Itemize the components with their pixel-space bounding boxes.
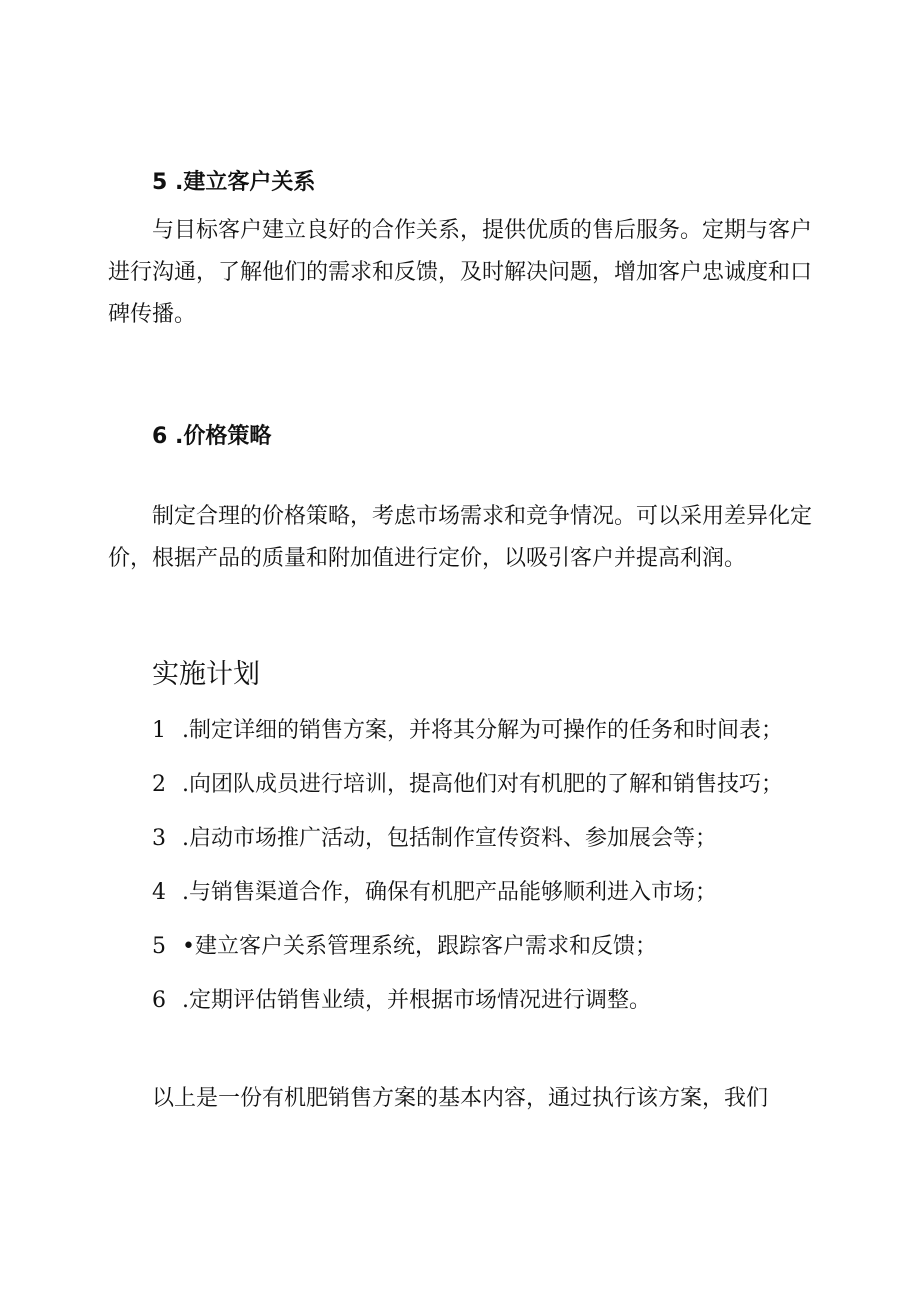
- plan-item: [152, 716, 783, 746]
- section-6-heading: 6 .价格策略: [152, 424, 272, 449]
- plan-item-text: .与销售渠道合作，确保有机肥产品能够顺利进入市场；: [182, 880, 717, 905]
- plan-title: 实施计划: [152, 659, 260, 690]
- plan-item-number: 3: [152, 826, 166, 851]
- plan-item-number: 5: [152, 934, 166, 959]
- plan-item: [152, 824, 717, 854]
- plan-item-number: 4: [152, 880, 166, 905]
- plan-item: [152, 770, 783, 800]
- plan-item-text: .启动市场推广活动，包括制作宣传资料、参加展会等；: [182, 826, 717, 851]
- plan-item-number: 1: [152, 718, 166, 743]
- plan-item-text: .向团队成员进行培训，提高他们对有机肥的了解和销售技巧；: [182, 772, 783, 797]
- plan-item-text: •建立客户关系管理系统，跟踪客户需求和反馈；: [182, 934, 657, 959]
- plan-item-text: .制定详细的销售方案，并将其分解为可操作的任务和时间表；: [182, 718, 783, 743]
- plan-item-text: .定期评估销售业绩，并根据市场情况进行调整。: [182, 988, 651, 1013]
- plan-item: [152, 932, 657, 962]
- plan-item-number: 2: [152, 772, 166, 797]
- section-6-paragraph: 制定合理的价格策略，考虑市场需求和竞争情况。可以采用差异化定价，根据产品的质量和附加值进行定价，以吸引客户并提高利润。: [108, 504, 813, 571]
- plan-item-number: 6: [152, 988, 166, 1013]
- conclusion-paragraph: 以上是一份有机肥销售方案的基本内容，通过执行该方案，我们: [152, 1086, 769, 1111]
- section-5-heading: 5 .建立客户关系: [152, 170, 316, 195]
- plan-item: [152, 986, 651, 1016]
- plan-item: [152, 878, 717, 908]
- section-5-paragraph: 与目标客户建立良好的合作关系，提供优质的售后服务。定期与客户进行沟通，了解他们的需求和反馈，及时解决问题，增加客户忠诚度和口碑传播。: [108, 218, 813, 327]
